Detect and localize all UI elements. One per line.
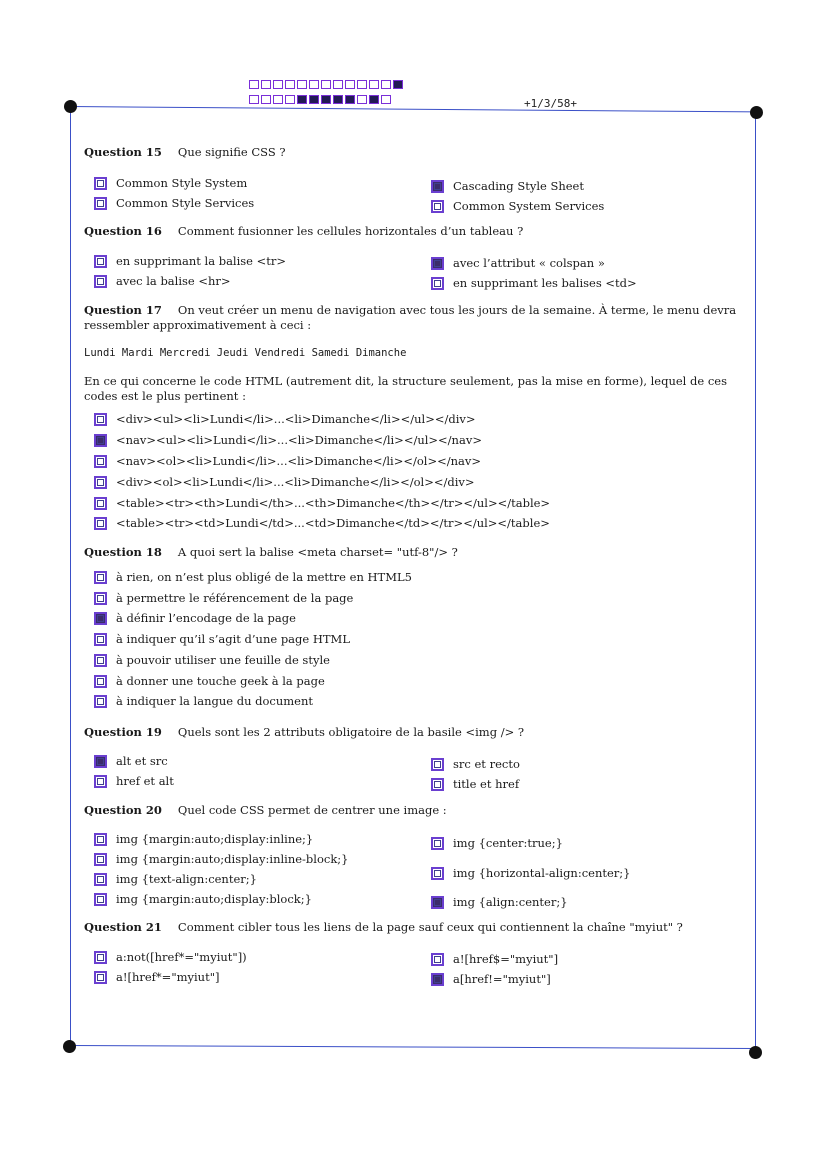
code-bit — [345, 95, 355, 104]
q18-option-6[interactable] — [94, 674, 325, 688]
q19-option-3[interactable] — [431, 757, 520, 771]
checkbox[interactable] — [431, 200, 444, 213]
option-label: Cascading Style Sheet — [453, 179, 584, 193]
checkbox[interactable] — [431, 778, 444, 791]
code-bit — [261, 95, 271, 104]
checkbox[interactable] — [94, 434, 107, 447]
checkbox[interactable] — [94, 517, 107, 530]
option-label: avec l’attribut « colspan » — [453, 256, 605, 270]
checkbox[interactable] — [94, 654, 107, 667]
q16-option-1[interactable] — [94, 254, 286, 268]
option-label: img {center:true;} — [453, 836, 563, 850]
code-bit — [309, 80, 319, 89]
option-label: à pouvoir utiliser une feuille de style — [116, 653, 330, 667]
checkbox[interactable] — [94, 775, 107, 788]
q17-option-4[interactable] — [94, 475, 475, 489]
question-number: Question 20 — [84, 803, 162, 817]
option-label: a:not([href*="myiut"]) — [116, 950, 247, 964]
option-label: en supprimant les balises <td> — [453, 276, 637, 290]
question-21-header — [84, 919, 683, 935]
q20-option-3[interactable] — [94, 872, 257, 886]
q16-option-3[interactable] — [431, 256, 605, 270]
checkbox[interactable] — [94, 177, 107, 190]
code-bit — [321, 80, 331, 89]
q17-option-5[interactable] — [94, 496, 550, 510]
option-label: href et alt — [116, 774, 174, 788]
code-bit — [261, 80, 271, 89]
code-bit — [273, 95, 283, 104]
question-text: Comment cibler tous les liens de la page sauf ceux qui contiennent la chaîne "myiut" ? — [177, 920, 683, 934]
checkbox[interactable] — [94, 455, 107, 468]
question-15-header — [84, 144, 286, 160]
q15-option-4[interactable] — [431, 199, 604, 213]
checkbox[interactable] — [431, 973, 444, 986]
q18-option-2[interactable] — [94, 591, 353, 605]
checkbox[interactable] — [94, 695, 107, 708]
option-label: <div><ul><li>Lundi</li>...<li>Dimanche</li></ul></div> — [116, 412, 476, 426]
q20-option-7[interactable] — [431, 895, 568, 909]
question-18-header — [84, 544, 458, 560]
option-label: alt et src — [116, 754, 168, 768]
q20-option-5[interactable] — [431, 836, 563, 850]
question-text: Comment fusionner les cellules horizontales d’un tableau ? — [177, 224, 524, 238]
option-label: <nav><ul><li>Lundi</li>...<li>Dimanche</li></ul></nav> — [116, 433, 482, 447]
checkbox[interactable] — [94, 873, 107, 886]
code-bit — [285, 80, 295, 89]
q19-option-4[interactable] — [431, 777, 519, 791]
checkbox[interactable] — [94, 476, 107, 489]
corner-mark-tr — [750, 106, 763, 119]
q17-option-2[interactable] — [94, 433, 482, 447]
frame-right — [755, 112, 756, 1052]
q21-option-1[interactable] — [94, 950, 247, 964]
option-label: à rien, on n’est plus obligé de la mettre en HTML5 — [116, 570, 412, 584]
option-label: à donner une touche geek à la page — [116, 674, 325, 688]
option-label: img {margin:auto;display:inline-block;} — [116, 852, 349, 866]
checkbox[interactable] — [431, 867, 444, 880]
q17-option-3[interactable] — [94, 454, 481, 468]
checkbox[interactable] — [94, 255, 107, 268]
code-bit — [393, 80, 403, 89]
option-label: avec la balise <hr> — [116, 274, 231, 288]
code-bit — [309, 95, 319, 104]
option-label: img {align:center;} — [453, 895, 568, 909]
checkbox[interactable] — [94, 275, 107, 288]
corner-mark-bl — [63, 1040, 76, 1053]
checkbox[interactable] — [94, 633, 107, 646]
checkbox[interactable] — [94, 197, 107, 210]
code-bit — [285, 95, 295, 104]
checkbox[interactable] — [94, 755, 107, 768]
option-label: à indiquer qu’il s’agit d’une page HTML — [116, 632, 350, 646]
checkbox[interactable] — [431, 896, 444, 909]
option-label: à définir l’encodage de la page — [116, 611, 296, 625]
option-label: <div><ol><li>Lundi</li>...<li>Dimanche</li></ol></div> — [116, 475, 475, 489]
code-bit — [249, 95, 259, 104]
q18-option-5[interactable] — [94, 653, 330, 667]
question-19-header — [84, 724, 524, 740]
code-bit — [321, 95, 331, 104]
q20-option-2[interactable] — [94, 852, 349, 866]
code-bit — [345, 80, 355, 89]
q21-option-3[interactable] — [431, 952, 558, 966]
option-label: à permettre le référencement de la page — [116, 591, 354, 605]
code-bit — [357, 95, 367, 104]
binary-code-row-1 — [249, 80, 403, 91]
option-label: a[href!="myiut"] — [453, 972, 551, 986]
option-label: <nav><ol><li>Lundi</li>...<li>Dimanche</li></ol></nav> — [116, 454, 481, 468]
question-text: Quel code CSS permet de centrer une image : — [177, 803, 447, 817]
checkbox[interactable] — [94, 612, 107, 625]
code-bit — [333, 80, 343, 89]
q15-option-2[interactable] — [94, 196, 254, 210]
checkbox[interactable] — [431, 180, 444, 193]
option-label: Common Style System — [116, 176, 248, 190]
code-bit — [357, 80, 367, 89]
frame-top — [70, 106, 756, 112]
q17-option-1[interactable] — [94, 412, 476, 426]
code-bit — [381, 80, 391, 89]
checkbox[interactable] — [94, 893, 107, 906]
q20-option-4[interactable] — [94, 892, 312, 906]
option-label: src et recto — [453, 757, 520, 771]
question-number: Question 17 — [84, 303, 162, 317]
q15-option-1[interactable] — [94, 176, 247, 190]
checkbox[interactable] — [94, 853, 107, 866]
option-label: a![href$="myiut"] — [453, 952, 559, 966]
code-bit — [381, 95, 391, 104]
code-bit — [369, 80, 379, 89]
option-label: <table><tr><td>Lundi</td>...<td>Dimanche</td></tr></ul></table> — [116, 516, 550, 530]
q18-option-4[interactable] — [94, 632, 350, 646]
checkbox[interactable] — [431, 837, 444, 850]
question-17-header — [84, 303, 746, 333]
menu-example: Lundi Mardi Mercredi Jeudi Vendredi Samedi Dimanche — [84, 347, 407, 359]
question-text: Que signifie CSS ? — [177, 145, 286, 159]
question-number: Question 16 — [84, 224, 162, 238]
q20-option-1[interactable] — [94, 832, 313, 846]
question-16-header — [84, 223, 523, 239]
checkbox[interactable] — [94, 675, 107, 688]
page-id: +1/3/58+ — [524, 97, 577, 110]
code-bit — [333, 95, 343, 104]
question-text: On veut créer un menu de navigation avec tous les jours de la semaine. À terme, le menu devra ressembler approximativement à ceci : — [84, 303, 737, 332]
option-label: img {margin:auto;display:block;} — [116, 892, 312, 906]
q16-option-2[interactable] — [94, 274, 231, 288]
checkbox[interactable] — [431, 953, 444, 966]
question-number: Question 18 — [84, 545, 162, 559]
option-label: img {horizontal-align:center;} — [453, 866, 631, 880]
code-bit — [297, 80, 307, 89]
checkbox[interactable] — [431, 277, 444, 290]
question-17-subtext: En ce qui concerne le code HTML (autrement dit, la structure seulement, pas la mise en forme), lequel de ces codes est le plus pertinent : — [84, 374, 727, 403]
checkbox[interactable] — [94, 592, 107, 605]
checkbox[interactable] — [94, 571, 107, 584]
option-label: <table><tr><th>Lundi</th>...<th>Dimanche</th></tr></ul></table> — [116, 496, 551, 510]
corner-mark-tl — [64, 100, 77, 113]
q18-option-1[interactable] — [94, 570, 412, 584]
option-label: à indiquer la langue du document — [116, 694, 314, 708]
q20-option-6[interactable] — [431, 866, 630, 880]
question-text: A quoi sert la balise <meta charset= "utf-8"/> ? — [177, 545, 458, 559]
option-label: Common Style Services — [116, 196, 255, 210]
frame-bottom — [70, 1045, 756, 1049]
q19-option-2[interactable] — [94, 774, 174, 788]
checkbox[interactable] — [94, 497, 107, 510]
question-number: Question 15 — [84, 145, 162, 159]
code-bit — [369, 95, 379, 104]
option-label: img {margin:auto;display:inline;} — [116, 832, 314, 846]
code-bit — [297, 95, 307, 104]
question-number: Question 21 — [84, 920, 162, 934]
checkbox[interactable] — [431, 257, 444, 270]
option-label: img {text-align:center;} — [116, 872, 257, 886]
option-label: en supprimant la balise <tr> — [116, 254, 287, 268]
q16-option-4[interactable] — [431, 276, 637, 290]
corner-mark-br — [749, 1046, 762, 1059]
q15-option-3[interactable] — [431, 179, 584, 193]
q21-option-2[interactable] — [94, 970, 220, 984]
frame-left — [70, 106, 71, 1046]
q21-option-4[interactable] — [431, 972, 551, 986]
question-number: Question 19 — [84, 725, 162, 739]
code-bit — [249, 80, 259, 89]
option-label: title et href — [453, 777, 520, 791]
option-label: a![href*="myiut"] — [116, 970, 220, 984]
checkbox[interactable] — [431, 758, 444, 771]
q17-option-6[interactable] — [94, 516, 550, 530]
q18-option-7[interactable] — [94, 694, 313, 708]
q18-option-3[interactable] — [94, 611, 296, 625]
q19-option-1[interactable] — [94, 754, 168, 768]
code-bit — [273, 80, 283, 89]
option-label: Common System Services — [453, 199, 605, 213]
question-20-header — [84, 802, 447, 818]
binary-code-row-2 — [249, 95, 391, 106]
checkbox[interactable] — [94, 833, 107, 846]
checkbox[interactable] — [94, 971, 107, 984]
checkbox[interactable] — [94, 413, 107, 426]
checkbox[interactable] — [94, 951, 107, 964]
question-text: Quels sont les 2 attributs obligatoire de la basile <img /> ? — [177, 725, 525, 739]
